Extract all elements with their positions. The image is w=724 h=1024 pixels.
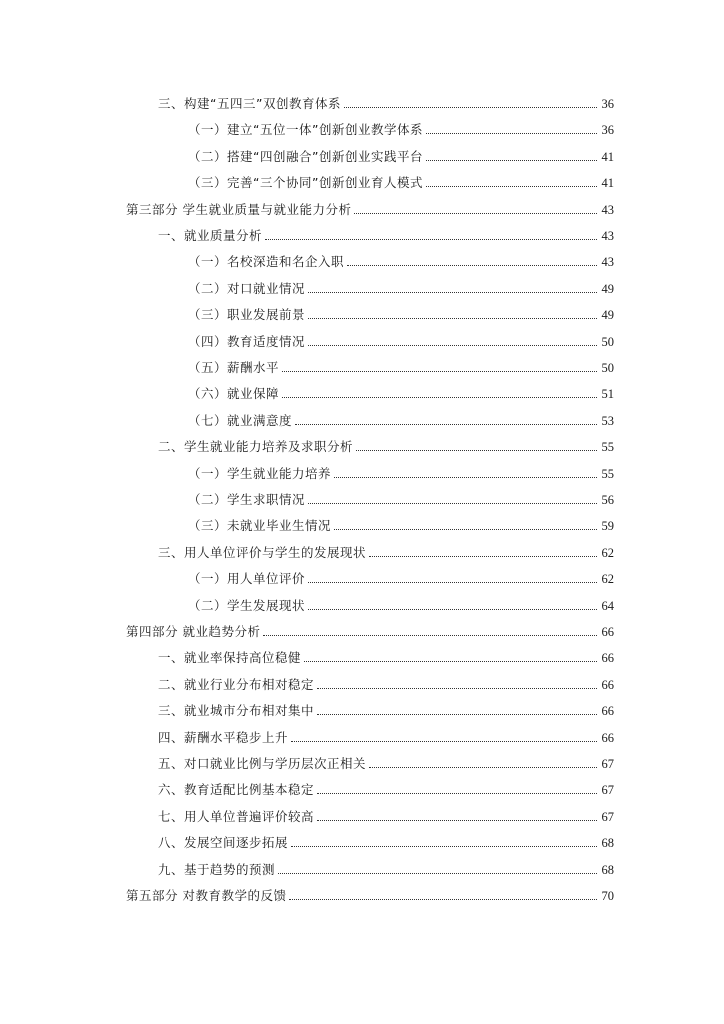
toc-entry-title: （四）教育适度情况 [188,333,306,349]
toc-entry[interactable] [158,435,614,455]
toc-dot-leader [289,898,597,900]
toc-dot-leader [426,159,597,161]
toc-entry-page-number: 51 [601,387,614,402]
toc-entry[interactable] [158,699,614,719]
toc-dot-leader [317,713,597,715]
toc-entry-title: 六、教育适配比例基本稳定 [158,782,315,798]
toc-entry[interactable] [188,567,614,587]
toc-dot-leader [334,476,597,478]
toc-entry-title: 三、构建“五四三”双创教育体系 [158,96,341,111]
toc-entry-page-number: 67 [601,809,614,824]
toc-dot-leader [317,819,597,821]
toc-entry-title: （三）完善“三个协同”创新创业育人模式 [188,175,423,191]
toc-entry-title: （二）对口就业情况 [188,280,306,296]
toc-entry-page-number: 43 [601,229,614,243]
toc-entry-page-number: 43 [601,202,614,217]
toc-entry-title: （二）搭建“四创融合”创新创业实践平台 [188,148,423,164]
toc-entry-title: （一）建立“五位一体”创新创业教学体系 [188,122,423,138]
toc-entry-page-number: 64 [601,598,614,613]
toc-entry-title: （三）职业发展前景 [188,307,306,323]
toc-entry[interactable] [158,673,614,693]
toc-entry-page-number: 67 [601,783,614,798]
toc-entry[interactable] [188,250,614,270]
toc-entry-title: （二）学生求职情况 [188,492,306,507]
toc-entry-title: 八、发展空间逐步拓展 [158,835,289,851]
toc-entry-page-number: 55 [601,466,614,481]
toc-entry-page-number: 66 [601,677,614,692]
toc-dot-leader [347,264,597,266]
toc-entry-title: 第五部分 对教育教学的反馈 [126,888,287,903]
toc-entry-page-number: 70 [601,889,614,903]
toc-entry-page-number: 36 [601,97,614,111]
toc-entry-title: 一、就业质量分析 [158,228,263,243]
toc-entry-page-number: 50 [601,334,614,349]
toc-entry-title: 第四部分 就业趋势分析 [126,624,261,639]
toc-entry-page-number: 68 [601,836,614,851]
toc-dot-leader [354,212,597,214]
toc-dot-leader [263,634,597,636]
toc-entry-title: 三、用人单位评价与学生的发展现状 [158,544,367,560]
toc-entry[interactable] [188,488,614,508]
toc-dot-leader [344,106,597,108]
toc-entry-page-number: 62 [601,545,614,560]
toc-dot-leader [369,766,597,768]
toc-entry-page-number: 67 [601,757,614,771]
toc-entry-title: 九、基于趋势的预测 [158,861,276,877]
toc-entry-title: 四、薪酬水平稳步上升 [158,729,289,745]
toc-dot-leader [426,185,597,187]
toc-entry[interactable] [158,726,614,746]
toc-entry-page-number: 50 [601,361,614,375]
toc-entry-page-number: 66 [601,651,614,666]
toc-dot-leader [369,555,597,557]
toc-entry[interactable] [188,594,614,614]
toc-dot-leader [295,423,597,425]
toc-entry-title: 三、就业城市分布相对集中 [158,703,315,719]
toc-entry-page-number: 55 [601,440,614,455]
toc-entry[interactable] [188,118,614,138]
toc-entry-page-number: 66 [601,730,614,745]
toc-entry[interactable] [158,646,614,666]
toc-entry-title: （一）名校深造和名企入职 [188,254,345,270]
toc-entry-title: （一）用人单位评价 [188,571,306,587]
toc-dot-leader [308,344,597,346]
toc-dot-leader [282,396,597,398]
toc-entry[interactable] [188,409,614,429]
toc-entry[interactable] [188,277,614,297]
toc-entry-page-number: 41 [601,176,614,191]
toc-entry-page-number: 53 [601,413,614,428]
toc-entry-title: 五、对口就业比例与学历层次正相关 [158,756,367,771]
toc-entry-page-number: 62 [601,572,614,587]
toc-dot-leader [356,449,597,451]
toc-entry-page-number: 36 [601,123,614,138]
toc-entry-page-number: 66 [601,704,614,719]
toc-entry-page-number: 56 [601,493,614,507]
toc-dot-leader [282,370,597,372]
toc-entry-title: （二）学生发展现状 [188,597,306,613]
toc-entry-page-number: 41 [601,149,614,164]
toc-entry[interactable] [188,514,614,534]
toc-dot-leader [317,792,597,794]
toc-dot-leader [265,238,597,240]
toc-dot-leader [304,660,597,662]
toc-entry-page-number: 66 [601,625,614,639]
toc-dot-leader [308,581,597,583]
toc-entry[interactable] [158,224,614,244]
toc-entry[interactable] [126,620,614,640]
toc-dot-leader [291,740,597,742]
toc-entry-page-number: 43 [601,255,614,270]
toc-entry[interactable] [188,462,614,482]
toc-entry[interactable] [188,356,614,376]
toc-entry-title: （五）薪酬水平 [188,360,280,375]
toc-entry-title: 七、用人单位普遍评价较高 [158,808,315,824]
toc-entry[interactable] [158,778,614,798]
toc-entry-page-number: 59 [601,519,614,534]
toc-entry[interactable] [188,303,614,323]
toc-entry-page-number: 68 [601,862,614,877]
toc-entry-title: 二、学生就业能力培养及求职分析 [158,439,354,455]
toc-dot-leader [308,291,597,293]
toc-entry[interactable] [158,831,614,851]
toc-dot-leader [291,845,597,847]
toc-entry-title: （七）就业满意度 [188,412,293,428]
toc-entry-title: （一）学生就业能力培养 [188,465,332,481]
toc-entry[interactable] [158,541,614,561]
toc-entry-title: 第三部分 学生就业质量与就业能力分析 [126,201,352,217]
toc-dot-leader [308,608,597,610]
toc-entry[interactable] [188,330,614,350]
toc-entry[interactable] [158,805,614,825]
toc-entry-title: 一、就业率保持高位稳健 [158,650,302,666]
toc-entry-title: （六）就业保障 [188,386,280,402]
toc-entry-page-number: 49 [601,308,614,323]
toc-entry[interactable] [188,171,614,191]
toc-entry-title: （三）未就业毕业生情况 [188,518,332,534]
toc-entry[interactable] [158,92,614,112]
toc-entry-page-number: 49 [601,281,614,296]
toc-entry-title: 二、就业行业分布相对稳定 [158,676,315,692]
toc-dot-leader [426,132,597,134]
toc-entry[interactable] [126,884,614,904]
toc-entry[interactable] [158,858,614,878]
toc-dot-leader [308,317,597,319]
toc-entry[interactable] [126,198,614,218]
toc-entry[interactable] [158,752,614,772]
toc-dot-leader [334,528,597,530]
toc-dot-leader [308,502,597,504]
toc-entry[interactable] [188,145,614,165]
toc-entry[interactable] [188,382,614,402]
toc-dot-leader [317,687,597,689]
toc-dot-leader [278,872,597,874]
